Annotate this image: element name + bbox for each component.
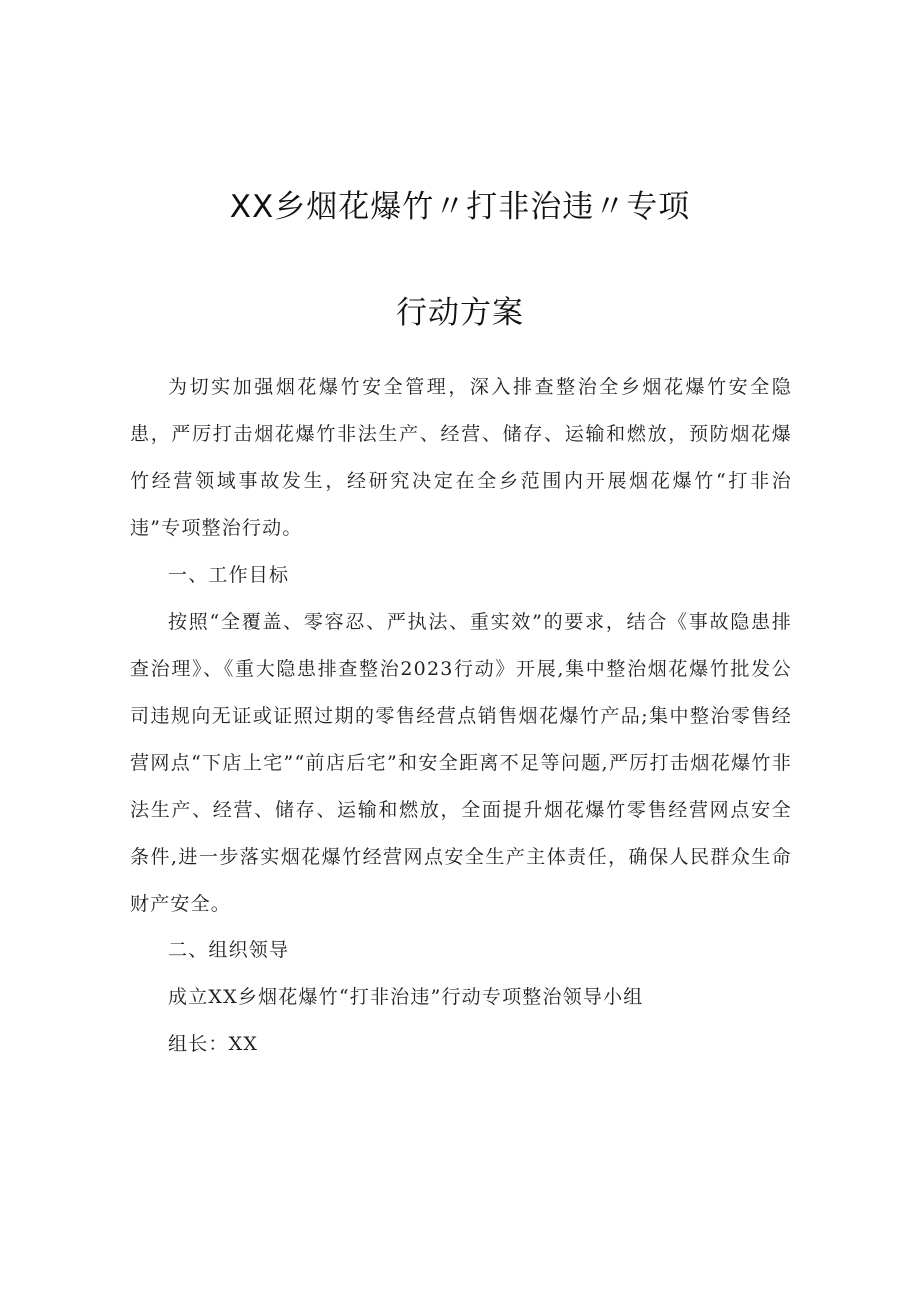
section-2-paragraph: 成立XX乡烟花爆竹“打非治违”行动专项整治领导小组	[168, 986, 644, 1008]
section-1-paragraph: 按照“全覆盖、零容忍、严执法、重实效”的要求，结合《事故隐患排查治理》、《重大隐患排查整治2023行动》开展,集中整治烟花爆竹批发公司违规向无证或证照过期的零售经营点销售烟花爆竹产品;集中整治零售经营网点“下店上宅”“前店后宅”和安全距离不足等问题,严厉打击烟花爆竹非法生产、经营、储存、运输和燃放，全面提升烟花爆竹零售经营网点安全条件,进一步落实烟花爆竹经营网点安全生产主体责任，确保人民群众生命财产安全。	[130, 611, 792, 915]
document-title-line-2: 行动方案	[396, 295, 524, 331]
leader-line: 组长：XX	[168, 1033, 259, 1055]
intro-paragraph: 为切实加强烟花爆竹安全管理，深入排查整治全乡烟花爆竹安全隐患，严厉打击烟花爆竹非法生产、经营、储存、运输和燃放，预防烟花爆竹经营领域事故发生，经研究决定在全乡范围内开展烟花爆竹“打非治违”专项整治行动。	[130, 376, 792, 539]
document-title-line-1: XX乡烟花爆竹〃打非治违〃专项	[229, 189, 691, 225]
section-2-heading: 二、组织领导	[168, 939, 290, 961]
section-1-heading: 一、工作目标	[168, 564, 290, 586]
